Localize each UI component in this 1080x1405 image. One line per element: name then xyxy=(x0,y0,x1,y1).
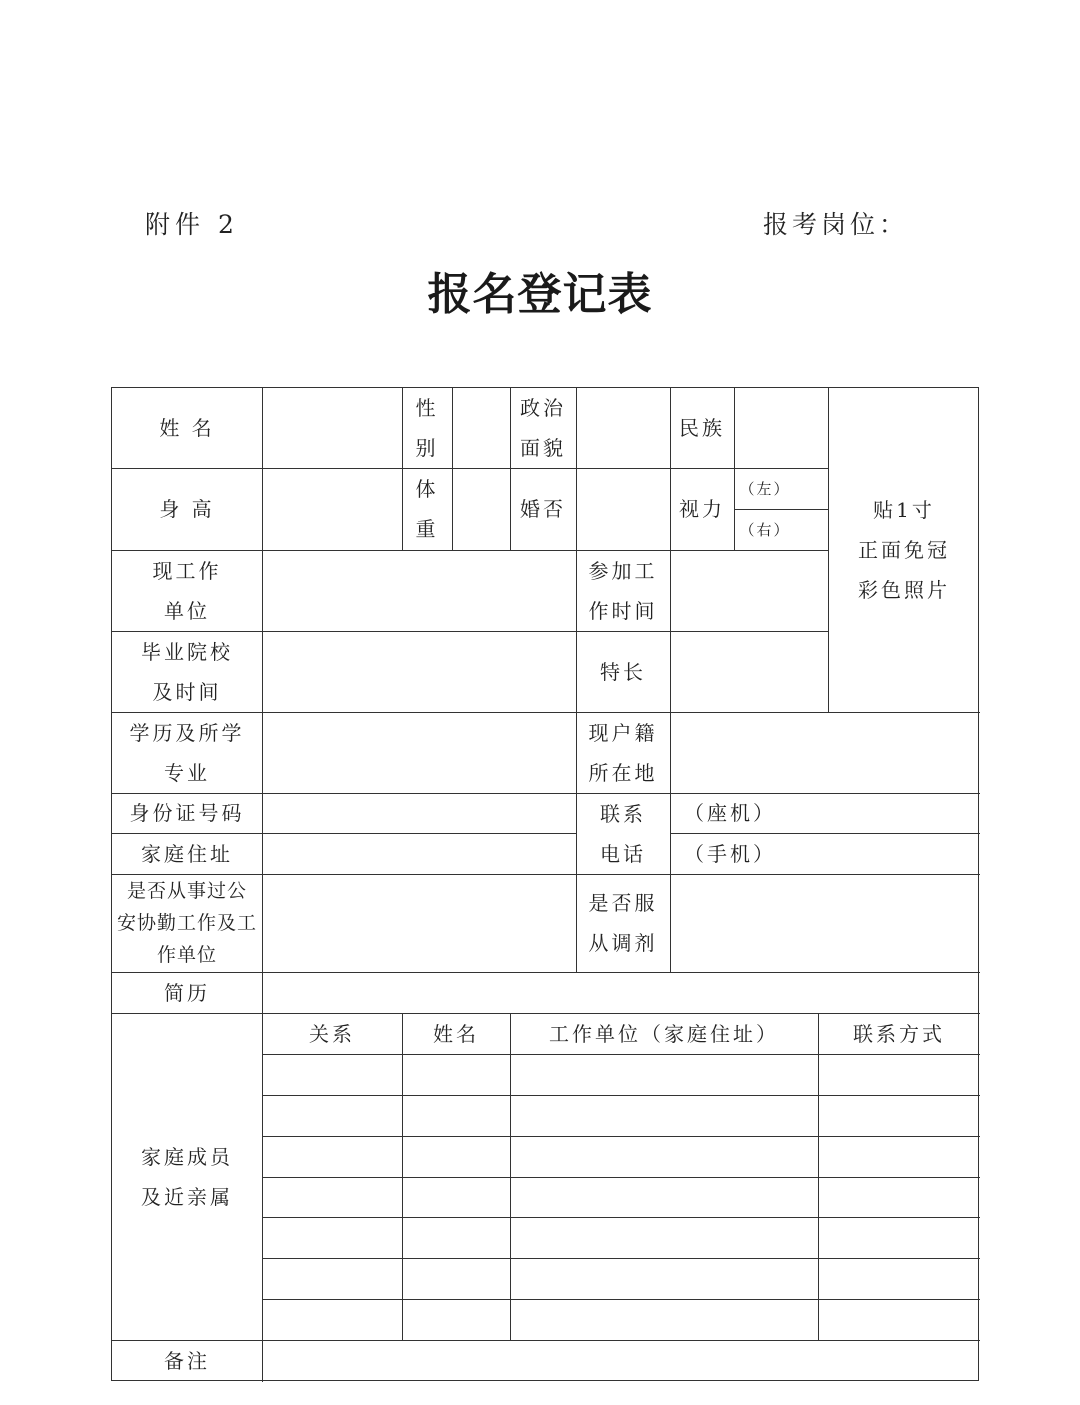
obey-adjustment-label: 是否服 从调剂 xyxy=(588,891,658,955)
ethnicity-field[interactable] xyxy=(735,389,828,468)
family-header-relation: 关系 xyxy=(309,1021,355,1046)
address-label: 家庭住址 xyxy=(141,841,233,866)
family-row[interactable] xyxy=(263,1178,980,1217)
family-header-contact: 联系方式 xyxy=(853,1021,945,1046)
height-field[interactable] xyxy=(263,469,402,550)
photo-placeholder[interactable]: 贴1寸 正面免冠 彩色照片 xyxy=(858,498,950,602)
vision-left-field[interactable]: （左） xyxy=(739,479,791,498)
family-row[interactable] xyxy=(263,1096,980,1136)
landline-field[interactable]: （座机） xyxy=(684,801,776,825)
remarks-label: 备注 xyxy=(164,1349,210,1373)
remarks-field[interactable] xyxy=(263,1341,980,1382)
vision-label: 视力 xyxy=(679,497,725,521)
family-row[interactable] xyxy=(263,1300,980,1340)
family-header-name: 姓名 xyxy=(433,1021,479,1046)
weight-label: 体 重 xyxy=(415,477,439,541)
family-row[interactable] xyxy=(263,1218,980,1258)
family-header-work-unit: 工作单位（家庭住址） xyxy=(549,1021,779,1046)
work-unit-field[interactable] xyxy=(263,551,576,631)
gender-label: 性 别 xyxy=(415,396,439,460)
specialty-label: 特长 xyxy=(600,659,646,684)
family-row[interactable] xyxy=(263,1055,980,1095)
marital-status-label: 婚否 xyxy=(520,497,566,521)
police-experience-label: 是否从事过公 安协勤工作及工 作单位 xyxy=(116,880,257,966)
police-experience-field[interactable] xyxy=(263,875,576,972)
mobile-field[interactable]: （手机） xyxy=(684,841,776,866)
resume-label: 简历 xyxy=(164,980,210,1005)
gender-field[interactable] xyxy=(453,389,510,468)
education-label: 学历及所学 专业 xyxy=(129,720,245,785)
specialty-field[interactable] xyxy=(671,632,828,712)
education-field[interactable] xyxy=(263,713,576,793)
height-label: 身 高 xyxy=(159,497,215,521)
family-members-label: 家庭成员 及近亲属 xyxy=(141,1144,233,1209)
name-label: 姓 名 xyxy=(159,416,215,440)
vision-right-field[interactable]: （右） xyxy=(739,520,791,539)
id-number-field[interactable] xyxy=(263,794,576,833)
address-field[interactable] xyxy=(263,834,576,874)
work-unit-label: 现工作 单位 xyxy=(152,558,222,623)
work-start-field[interactable] xyxy=(671,551,828,631)
school-label: 毕业院校 及时间 xyxy=(141,639,233,704)
political-status-field[interactable] xyxy=(577,389,670,468)
obey-adjustment-field[interactable] xyxy=(671,875,980,972)
ethnicity-label: 民族 xyxy=(679,416,725,440)
household-field[interactable] xyxy=(671,713,980,793)
page-title: 报名登记表 xyxy=(427,269,653,320)
attachment-label: 附件 2 xyxy=(145,210,239,239)
family-row[interactable] xyxy=(263,1137,980,1177)
name-field[interactable] xyxy=(263,389,402,468)
weight-field[interactable] xyxy=(453,469,510,550)
household-label: 现户籍 所在地 xyxy=(588,720,658,785)
resume-field[interactable] xyxy=(263,973,980,1013)
marital-status-field[interactable] xyxy=(577,469,670,550)
family-row[interactable] xyxy=(263,1259,980,1299)
id-number-label: 身份证号码 xyxy=(129,801,245,825)
phone-label: 联系 电话 xyxy=(600,801,646,866)
work-start-label: 参加工 作时间 xyxy=(588,558,658,623)
school-field[interactable] xyxy=(263,632,576,712)
political-status-label: 政治 面貌 xyxy=(520,396,566,460)
position-label: 报考岗位： xyxy=(763,210,909,239)
registration-form xyxy=(111,387,979,1381)
